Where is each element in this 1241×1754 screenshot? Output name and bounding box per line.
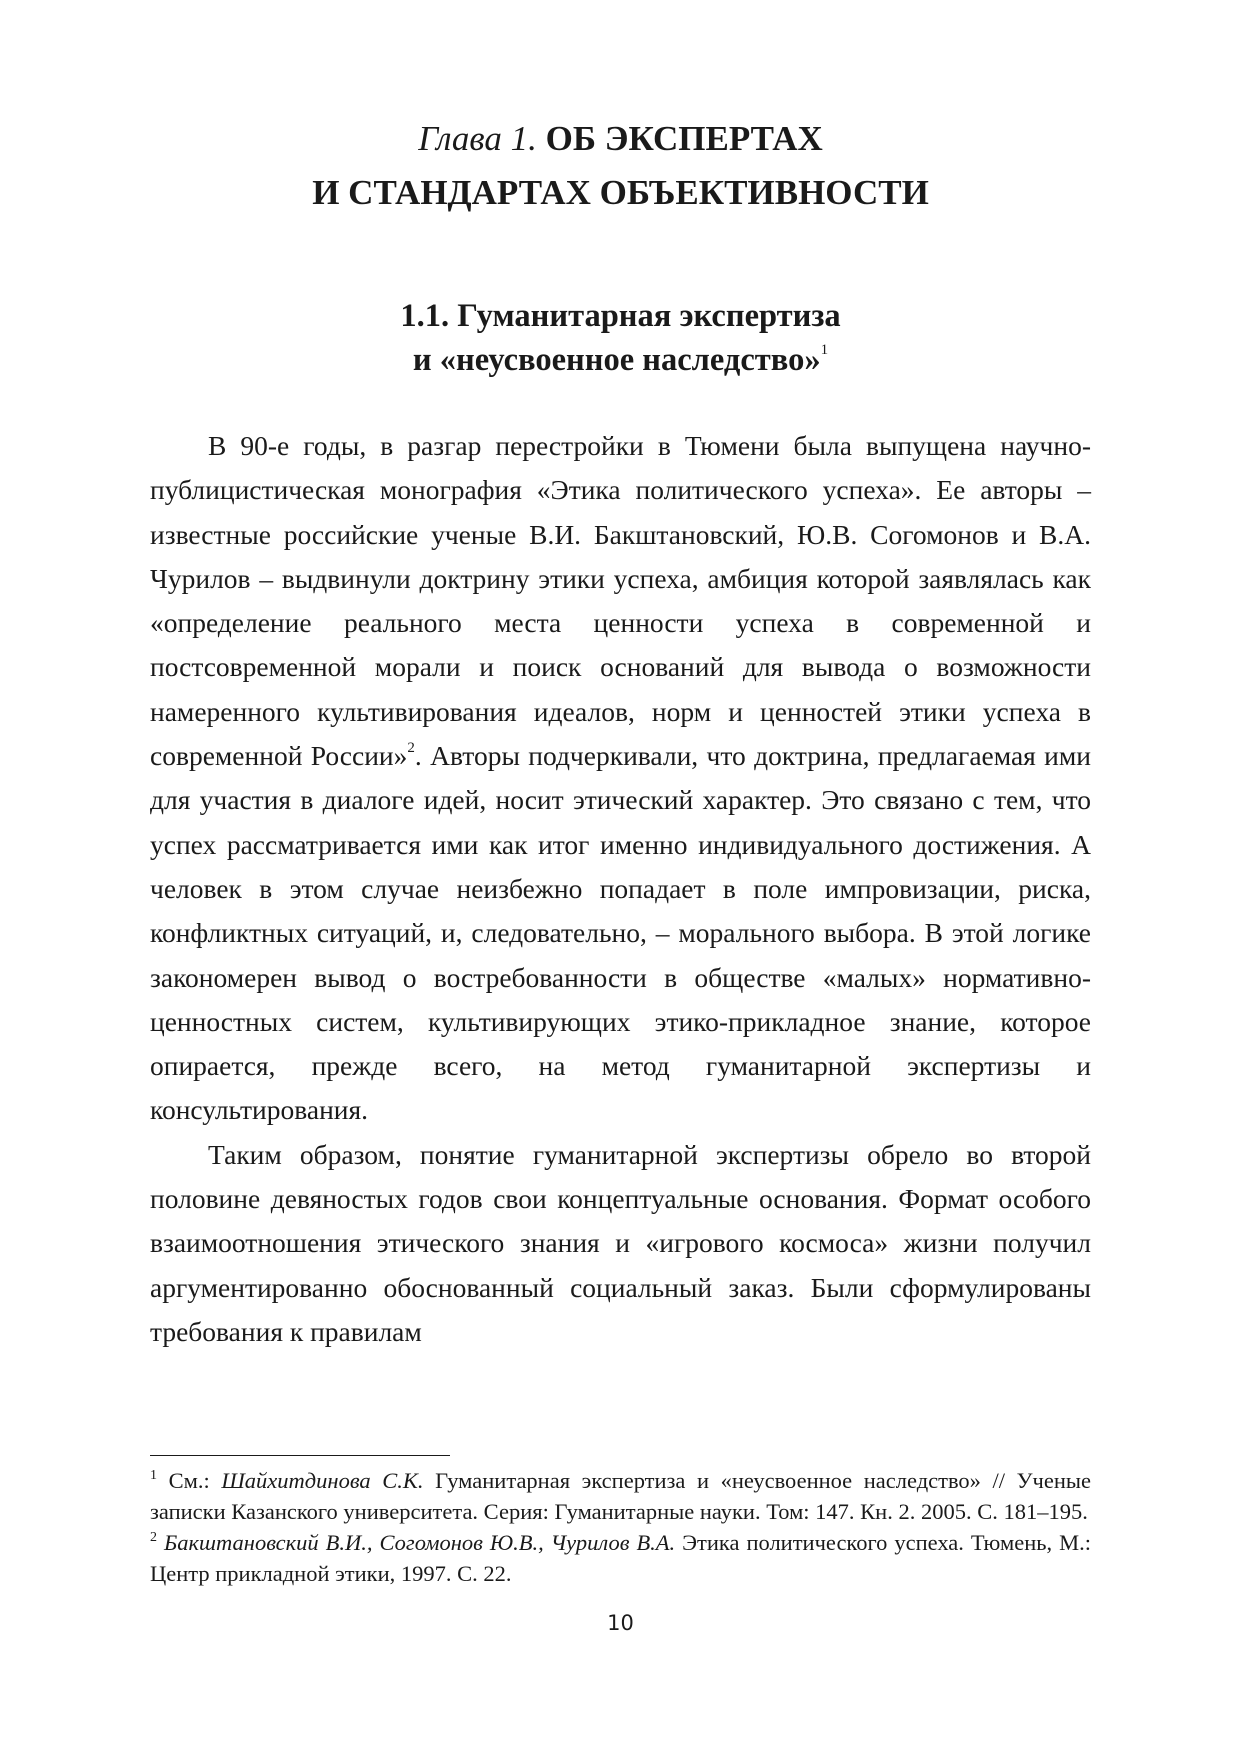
section-title-line-2 xyxy=(150,338,1091,382)
paragraph-1 xyxy=(150,424,1091,1133)
footnote-2-prefix xyxy=(157,1530,164,1555)
footnote-2-author: Бакштановский В.И., Согомонов Ю.В., Чурилов В.А. xyxy=(163,1530,676,1555)
body-text xyxy=(150,424,1091,1354)
chapter-number: Глава 1. xyxy=(418,119,537,158)
footnote-1-prefix: См.: xyxy=(157,1468,222,1493)
section-heading xyxy=(150,294,1091,382)
footnote-ref-2[interactable]: 2 xyxy=(407,740,415,757)
paragraph-1-part-1: В 90-е годы, в разгар перестройки в Тюмени была выпущена научно-публицистическая монография «Этика политического успеха». Ее авторы – известные российские ученые В.И. Бакштановский, Ю.В. Согомонов и В.А. Чурилов – выдвинули доктрину этики успеха, амбиция которой заявлялась как «определение реального места ценности успеха в современной и постсовременной морали и поиск оснований для вывода о возможности намеренного культивирования идеалов, норм и ценностей этики успеха в современной России» xyxy=(150,430,1091,772)
footnote-ref-1[interactable]: 1 xyxy=(820,342,829,358)
footnote-2-number: 2 xyxy=(150,1530,157,1545)
chapter-heading xyxy=(150,112,1091,220)
footnote-1-author: Шайхитдинова С.К. xyxy=(221,1468,424,1493)
page-number: 10 xyxy=(607,1611,634,1635)
footnote-1-number: 1 xyxy=(150,1468,157,1483)
section-title-text: и «неусвоенное наследство» xyxy=(412,342,821,378)
section-title-line-1: 1.1. Гуманитарная экспертиза xyxy=(400,298,841,334)
footnotes xyxy=(150,1465,1091,1589)
chapter-title-part-1: ОБ ЭКСПЕРТАХ xyxy=(545,119,823,158)
footnote-2-text: Этика политического успеха. Тюмень, М.: Центр прикладной этики, 1997. С. 22. xyxy=(150,1530,1092,1586)
footnote-1 xyxy=(150,1465,1091,1527)
footnote-2 xyxy=(150,1527,1091,1589)
chapter-title-part-2: И СТАНДАРТАХ ОБЪЕКТИВНОСТИ xyxy=(312,173,929,212)
paragraph-1-part-2: . Авторы подчеркивали, что доктрина, предлагаемая ими для участия в диалоге идей, носит этический характер. Это связано с тем, что успех рассматривается ими как итог именно индивидуального достижения. А человек в этом случае неизбежно попадает в поле импровизации, риска, конфликтных ситуаций, и, следовательно, – морального выбора. В этой логике закономерен вывод о востребованности в обществе «малых» нормативно-ценностных систем, культивирующих этико-прикладное знание, которое опирается, прежде всего, на метод гуманитарной экспертизы и консультирования. xyxy=(150,740,1091,1126)
footnote-separator xyxy=(150,1455,450,1456)
chapter-heading-line-1 xyxy=(150,112,1091,166)
footnote-1-text: Гуманитарная экспертиза и «неусвоенное наследство» // Ученые записки Казанского университета. Серия: Гуманитарные науки. Том: 147. Кн. 2. 2005. С. 181–195. xyxy=(150,1468,1092,1524)
paragraph-2: Таким образом, понятие гуманитарной экспертизы обрело во второй половине девяностых годов свои концептуальные основания. Формат особого взаимоотношения этического знания и «игрового космоса» жизни получил аргументированно обоснованный социальный заказ. Были сформулированы требования к правилам xyxy=(150,1138,1091,1347)
